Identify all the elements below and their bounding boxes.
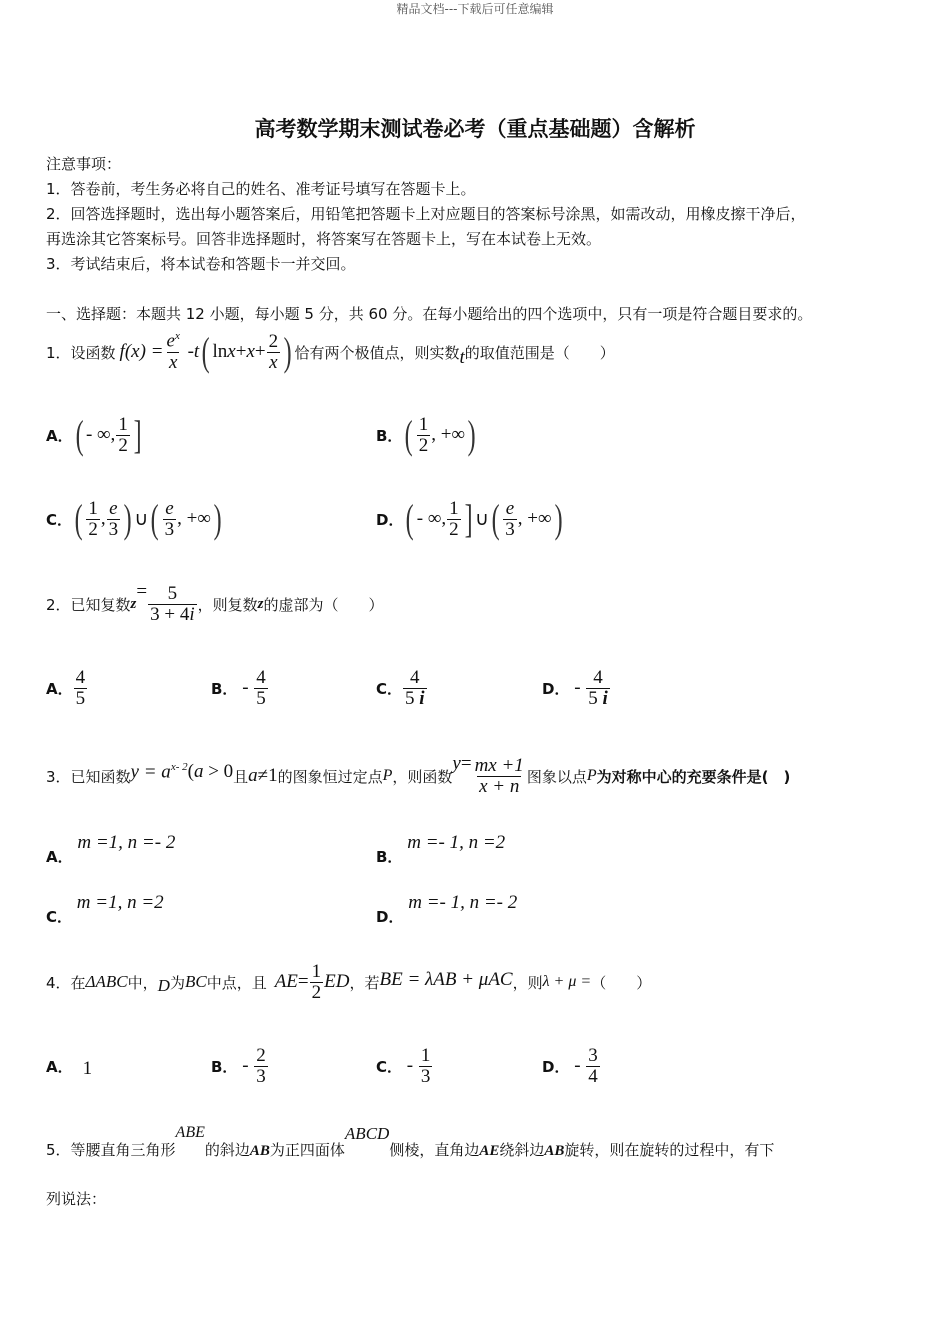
q2-middle: ，则复数: [197, 595, 258, 614]
question-1: 1．设函数 f(x) = $\frac{e^x}{x}$ - t ( ln x + x + $\frac{2}{x}$ ) 恰有两个极值点，则实数 t 的取值范围是（ ）: [46, 329, 615, 374]
q1-option-c[interactable]: C． ( $\frac{1}{2}$ , $\frac{e}{3}$ ) ∪ ( $\frac{e}{3}$ , +∞ ): [46, 496, 222, 541]
q2-suffix: 的虚部为（ ）: [263, 595, 384, 614]
q2-z: z: [130, 595, 137, 612]
q2-prefix: 2．已知复数: [46, 595, 131, 614]
q3-option-b[interactable]: B． m =- 1, n =2: [376, 832, 506, 866]
q1-suffix: 的取值范围是（ ）: [464, 343, 615, 362]
q4-option-a[interactable]: A． 1: [46, 1057, 93, 1079]
q1-option-d[interactable]: D． ( - ∞, $\frac{1}{2}$ ] ∪ ( $\frac{e}{3}$ , +∞ ): [376, 496, 563, 541]
q3-mid2: ，则函数: [392, 767, 453, 786]
q1-formula: f(x) =: [119, 341, 164, 362]
q4-option-c[interactable]: C． - $\frac{1}{3}$: [376, 1044, 431, 1087]
q1-prefix: 1．设函数: [46, 343, 116, 362]
notes-item-2b: 再选涂其它答案标号。回答非选择题时，将答案写在答题卡上，写在本试卷上无效。: [46, 230, 602, 248]
q1-var-t: t: [459, 347, 465, 368]
q3-prefix: 3．已知函数: [46, 767, 131, 786]
q2-option-d[interactable]: D． - $\frac{4}{5 i}$: [542, 666, 608, 709]
q2-option-a[interactable]: A． $\frac{4}{5}$: [46, 666, 86, 709]
notes-heading: 注意事项：: [46, 155, 122, 173]
q2-option-b[interactable]: B． - $\frac{4}{5}$: [211, 666, 266, 709]
q2-z2: z: [257, 595, 264, 612]
q1-option-a[interactable]: A． ( - ∞, $\frac{1}{2}$ ]: [46, 412, 142, 457]
question-5: 5．等腰直角三角形 ABE 的斜边 AB 为正四面体 ABCD 侧棱，直角边 AE 绕斜边 AB 旋转，则在旋转的过程中，有下: [46, 1124, 775, 1159]
q5-ab-2: AB: [544, 1143, 565, 1159]
question-3: 3．已知函数 $y = a^{x- 2}$ (a > 0 且 a ≠1 的图象恒过定点 P ，则函数 y = $\frac{mx +1}{x + n}$ 图象以点 P 为对称中心的充要条件是( ): [46, 753, 791, 797]
q2-option-c[interactable]: C． $\frac{4}{5 i}$: [376, 666, 425, 709]
q1-option-b[interactable]: B． ( $\frac{1}{2}$ , +∞ ): [376, 412, 476, 457]
q1-middle: 恰有两个极值点，则实数: [294, 343, 460, 362]
q3-and: 且: [233, 767, 249, 786]
q3-middle: 的图象恒过定点: [277, 767, 383, 786]
notes-item-2a: 2．回答选择题时，选出每小题答案后，用铅笔把答题卡上对应题目的答案标号涂黑，如需改动，用橡皮擦干净后，: [46, 205, 806, 223]
notes-item-1: 1．答卷前，考生务必将自己的姓名、准考证号填写在答题卡上。: [46, 180, 476, 198]
header-note: 精品文档---下载后可任意编辑: [396, 2, 554, 16]
q3-mid3: 图象以点: [526, 767, 587, 786]
question-2: 2．已知复数 z = $\frac{5}{3 + 4i}$ ，则复数 z 的虚部为（ ）: [46, 581, 384, 625]
q4-triangle: ΔABC: [85, 972, 128, 991]
question-4: 4．在 ΔABC 中， D 为 BC 中点，且 AE = $\frac{1}{2}$ ED ，若 BE = λAB + μAC ，则 λ + μ = （ ）: [46, 960, 652, 1003]
section-heading: 一、选择题：本题共 12 小题，每小题 5 分，共 60 分。在每小题给出的四个选项中，只有一项是符合题目要求的。: [46, 305, 813, 323]
q5-line-2: 列说法：: [46, 1190, 107, 1208]
notes-item-3: 3．考试结束后，将本试卷和答题卡一并交回。: [46, 255, 356, 273]
q1-frac-ex: $\frac{e^x}{x}$: [166, 330, 180, 373]
q3-suffix: 为对称中心的充要条件是( ): [596, 767, 791, 786]
q3-option-c[interactable]: C． m =1, n =2: [46, 892, 164, 926]
page-title: 高考数学期末测试卷必考（重点基础题）含解析: [254, 117, 696, 141]
q4-option-d[interactable]: D． - $\frac{3}{4}$: [542, 1044, 598, 1087]
q3-option-a[interactable]: A． m =1, n =- 2: [46, 832, 176, 866]
q3-option-d[interactable]: D． m =- 1, n =- 2: [376, 892, 518, 926]
q4-option-b[interactable]: B． - $\frac{2}{3}$: [211, 1044, 266, 1087]
